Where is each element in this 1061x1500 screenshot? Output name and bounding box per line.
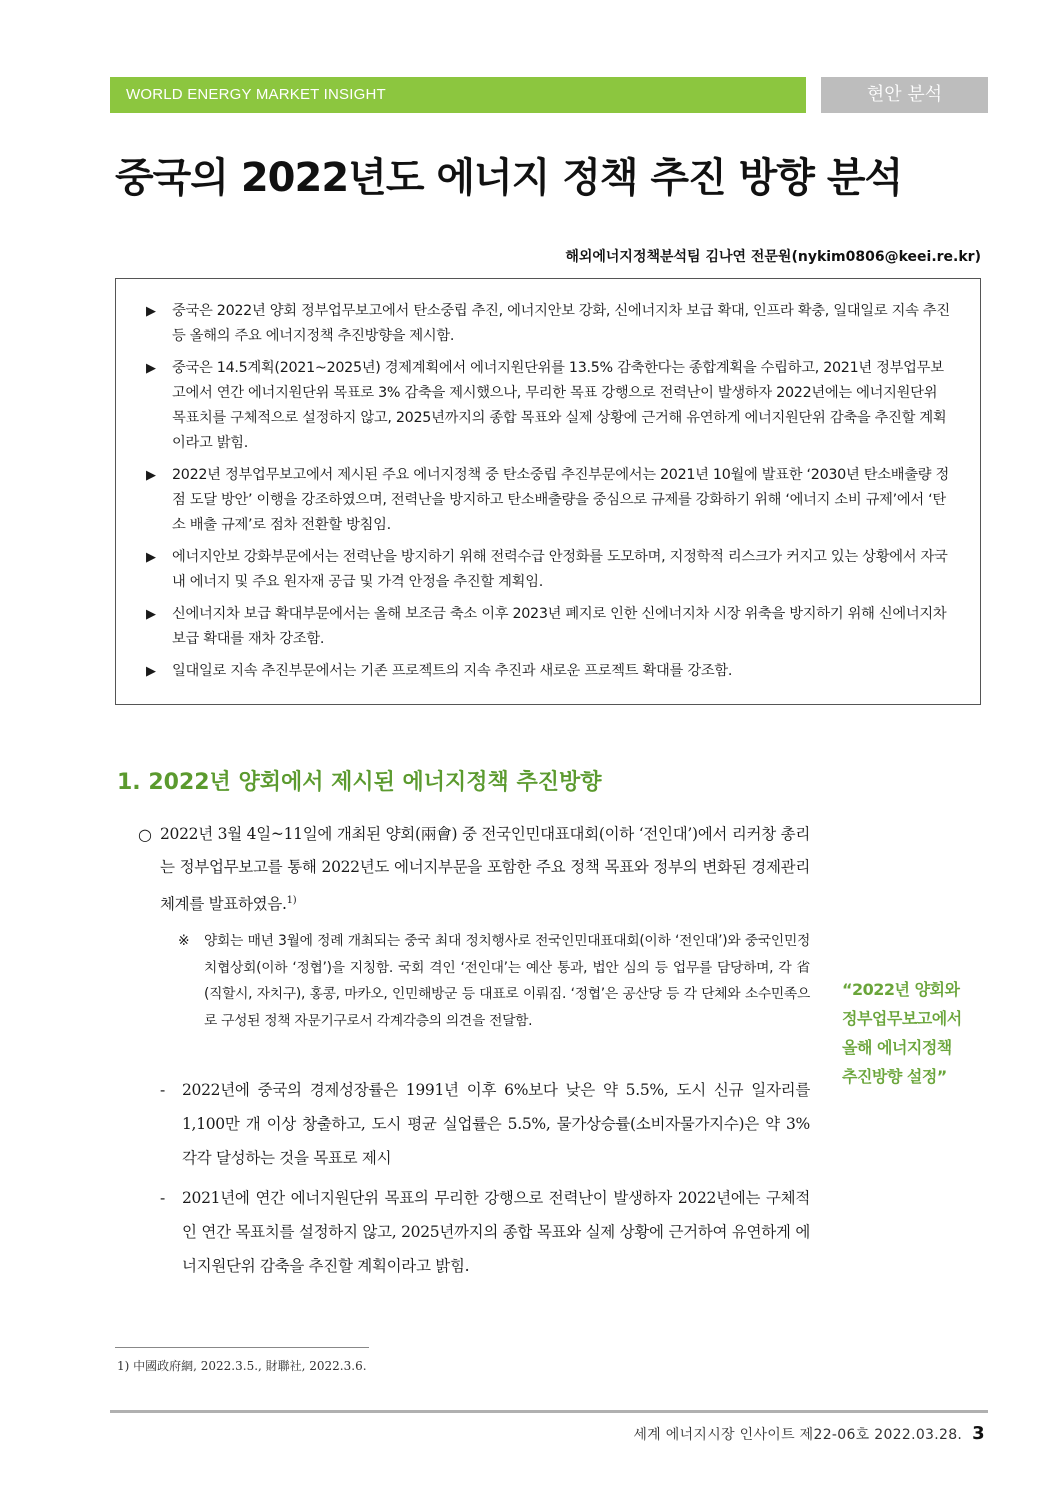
- dash-mark: -: [160, 1189, 165, 1207]
- pull-quote-line: 올해 에너지정책: [842, 1038, 952, 1057]
- summary-text: 일대일로 지속 추진부문에서는 기존 프로젝트의 지속 추진과 새로운 프로젝트 확대를 강조함.: [172, 663, 733, 679]
- summary-text: 2022년 정부업무보고에서 제시된 주요 에너지정책 중 탄소중립 추진부문에서는 2021년 10월에 발표한 ‘2030년 탄소배출량 정점 도달 방안’ 이행을 강조하였으며, 전력난을 방지하고 탄소배출량을 중심으로 규제를 강화하기 위해 ‘에너지 소비 규제’에서 ‘탄소 배출 규제’로 점차 전환할 방침임.: [172, 467, 950, 533]
- footnote-ref[interactable]: 1): [286, 895, 297, 906]
- triangle-bullet-icon: ▶: [146, 664, 156, 679]
- summary-text: 신에너지차 보급 확대부문에서는 올해 보조금 축소 이후 2023년 폐지로 인한 신에너지차 시장 위축을 방지하기 위해 신에너지차 보급 확대를 재차 강조함.: [172, 606, 947, 647]
- summary-item: [146, 299, 954, 349]
- page-title: 중국의 2022년도 에너지 정책 추진 방향 분석: [115, 155, 903, 201]
- triangle-bullet-icon: ▶: [146, 468, 156, 483]
- pull-quote-line: “2022년 양회와: [842, 980, 960, 999]
- footnote: 1) 中國政府網, 2022.3.5., 財聯社, 2022.3.6.: [117, 1359, 367, 1373]
- note-mark-icon: ※: [178, 933, 190, 949]
- summary-item: [146, 659, 954, 684]
- explanatory-note: [178, 928, 810, 1034]
- summary-text: 중국은 14.5계획(2021~2025년) 경제계획에서 에너지원단위를 13.5% 감축한다는 종합계획을 수립하고, 2021년 정부업무보고에서 연간 에너지원단위 목표로 3% 감축을 제시했으나, 무리한 목표 강행으로 전력난이 발생하자 2022년에는 에너지원단위 목표치를 구체적으로 설정하지 않고, 2025년까지의 종합 목표와 실제 상황에 근거해 유연하게 에너지원단위 감축을 추진할 계획이라고 밝힘.: [172, 360, 947, 451]
- triangle-bullet-icon: ▶: [146, 304, 156, 319]
- triangle-bullet-icon: ▶: [146, 550, 156, 565]
- publication-banner: WORLD ENERGY MARKET INSIGHT: [110, 77, 806, 113]
- page-number: 3: [972, 1423, 985, 1444]
- summary-item: [146, 356, 954, 456]
- section-heading: 1. 2022년 양회에서 제시된 에너지정책 추진방향: [117, 770, 602, 795]
- dash-item: [160, 1073, 810, 1175]
- section-tag: 현안 분석: [821, 77, 988, 113]
- summary-item: [146, 463, 954, 538]
- summary-item: [146, 545, 954, 595]
- note-text: 양회는 매년 3월에 정례 개최되는 중국 최대 정치행사로 전국인민대표대회(이하 ‘전인대’)와 중국인민정치협상회(이하 ‘정협’)을 지칭함. 국회 격인 ‘전인대’는 예산 통과, 법안 심의 등 업무를 담당하며, 각 省(직할시, 자치구), 홍콩, 마카오, 인민해방군 등 대표로 이뤄짐. ‘정협’은 공산당 등 각 단체와 소수민족으로 구성된 정책 자문기구로서 각계각층의 의견을 전달함.: [204, 933, 810, 1029]
- footer-divider: [110, 1410, 988, 1413]
- summary-box: [115, 278, 981, 705]
- pull-quote-line: 정부업무보고에서: [842, 1009, 962, 1028]
- summary-text: 에너지안보 강화부문에서는 전력난을 방지하기 위해 전력수급 안정화를 도모하며, 지정학적 리스크가 커지고 있는 상황에서 자국 내 에너지 및 주요 원자재 공급 및 가격 안정을 추진할 계획임.: [172, 549, 948, 590]
- summary-text: 중국은 2022년 양회 정부업무보고에서 탄소중립 추진, 에너지안보 강화, 신에너지차 보급 확대, 인프라 확충, 일대일로 지속 추진 등 올해의 주요 에너지정책 추진방향을 제시함.: [172, 303, 950, 344]
- dash-item: [160, 1181, 810, 1283]
- circle-bullet-icon: ○: [138, 825, 152, 844]
- paragraph-text: 2022년 3월 4일~11일에 개최된 양회(兩會) 중 전국인민대표대회(이하 ‘전인대’)에서 리커창 총리는 정부업무보고를 통해 2022년도 에너지부문을 포함한 주요 정책 목표와 정부의 변화된 경제관리 체계를 발표하였음.: [160, 825, 810, 914]
- author-line: 해외에너지정책분석팀 김나연 전문원(nykim0806@keei.re.kr): [565, 249, 981, 265]
- page-footer: [633, 1423, 985, 1444]
- pull-quote-line: 추진방향 설정”: [842, 1067, 947, 1086]
- pull-quote: [842, 975, 992, 1091]
- dash-text: 2021년에 연간 에너지원단위 목표의 무리한 강행으로 전력난이 발생하자 2022년에는 구체적인 연간 목표치를 설정하지 않고, 2025년까지의 종합 목표와 실제 상황에 근거하여 유연하게 에너지원단위 감축을 추진할 계획이라고 밝힘.: [182, 1189, 810, 1275]
- triangle-bullet-icon: ▶: [146, 607, 156, 622]
- summary-item: [146, 602, 954, 652]
- main-paragraph: [140, 818, 810, 921]
- dash-mark: -: [160, 1081, 165, 1099]
- dash-text: 2022년에 중국의 경제성장률은 1991년 이후 6%보다 낮은 약 5.5%, 도시 신규 일자리를 1,100만 개 이상 창출하고, 도시 평균 실업률은 5.5%, 물가상승률(소비자물가지수)은 약 3% 각각 달성하는 것을 목표로 제시: [182, 1081, 810, 1167]
- footer-text: 세계 에너지시장 인사이트 제22-06호 2022.03.28.: [633, 1427, 963, 1443]
- triangle-bullet-icon: ▶: [146, 361, 156, 376]
- footnote-divider: [115, 1347, 369, 1348]
